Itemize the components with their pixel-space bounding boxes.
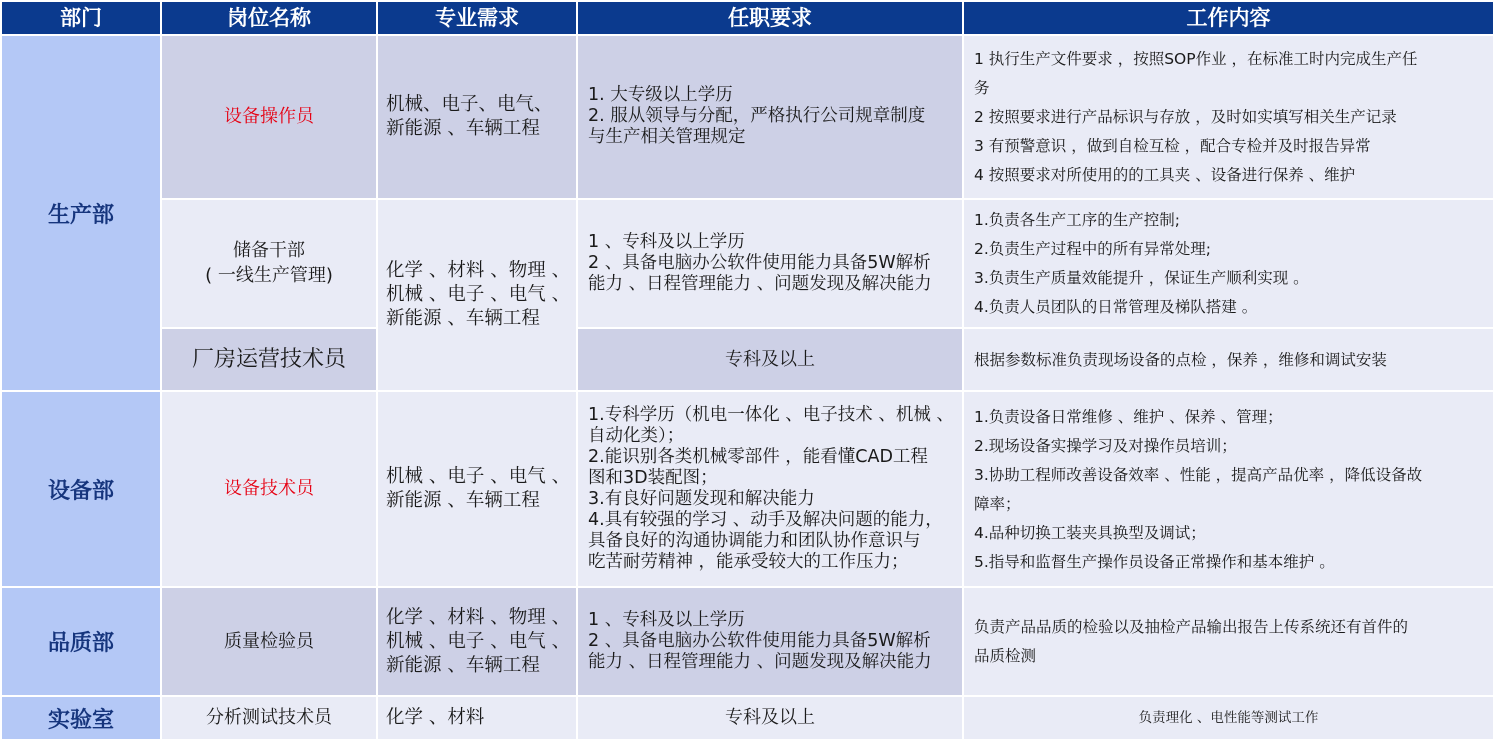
department-cell: 设备部 [2, 392, 160, 586]
major-line: 机械 、电子 、电气 、 [386, 283, 571, 305]
requirement-line: 与生产相关管理规定 [588, 127, 746, 148]
header-department: 部门 [2, 2, 160, 34]
requirement-line: 2 、具备电脑办公软件使用能力具备5W解析 [588, 631, 931, 652]
requirement-line: 1 、专科及以上学历 [588, 232, 745, 253]
work-line: 2.现场设备实操学习及对操作员培训； [974, 436, 1237, 455]
requirement-line: 自动化类）； [588, 426, 685, 447]
position-line: ( 一线生产管理) [205, 264, 333, 286]
requirement-line: 1. 大专级以上学历 [588, 85, 733, 106]
requirements-cell [578, 392, 962, 586]
requirement-line: 2. 服从领导与分配，严格执行公司规章制度 [588, 106, 926, 127]
requirement-line: 图和3D装配图； [588, 468, 718, 489]
major-cell [378, 392, 576, 586]
requirements-cell: 专科及以上 [578, 697, 962, 739]
requirement-line: 吃苦耐劳精神 ，能承受较大的工作压力； [588, 552, 909, 573]
header-requirements: 任职要求 [578, 2, 962, 34]
major-line: 化学 、材料 、物理 、 [386, 606, 571, 628]
header-row [2, 2, 1493, 34]
work-line: 1 执行生产文件要求 ，按照SOP作业 ，在标准工时内完成生产任 [974, 49, 1418, 68]
position-line: 储备干部 [233, 240, 305, 262]
requirement-line: 能力 、日程管理能力 、问题发现及解决能力 [588, 652, 932, 673]
requirement-line: 1 、专科及以上学历 [588, 610, 745, 631]
work-line: 3 有预警意识 ，做到自检互检 ，配合专检并及时报告异常 [974, 136, 1371, 155]
requirements-cell [578, 588, 962, 695]
work-line: 1.负责各生产工序的生产控制; [974, 211, 1181, 230]
major-line: 新能源 、车辆工程 [386, 307, 540, 329]
department-cell: 实验室 [2, 697, 160, 739]
position-cell: 厂房运营技术员 [162, 329, 376, 390]
requirement-line: 具备良好的沟通协调能力和团队协作意识与 [588, 531, 921, 552]
position-cell: 质量检验员 [162, 588, 376, 695]
requirement-line: 能力 、日程管理能力 、问题发现及解决能力 [588, 274, 932, 295]
position-cell [162, 200, 376, 327]
table-row [2, 697, 1493, 739]
table-row [2, 200, 1493, 327]
header-position: 岗位名称 [162, 2, 376, 34]
work-line: 2.负责生产过程中的所有异常处理; [974, 240, 1212, 259]
work-line: 3.协助工程师改善设备效率 、性能 ，提高产品优率 ，降低设备故 [974, 465, 1423, 484]
major-line: 化学 、材料 [386, 707, 485, 729]
position-cell: 分析测试技术员 [162, 697, 376, 739]
major-cell [378, 36, 576, 198]
major-line: 机械 、电子 、电气 、 [386, 466, 571, 488]
major-cell [378, 200, 576, 390]
major-line: 新能源 、车辆工程 [386, 490, 540, 512]
major-line: 机械 、电子 、电气 、 [386, 630, 571, 652]
work-content-cell [964, 200, 1493, 327]
work-line: 5.指导和监督生产操作员设备正常操作和基本维护 。 [974, 552, 1335, 571]
department-cell: 生产部 [2, 36, 160, 390]
major-cell [378, 588, 576, 695]
work-line: 品质检测 [974, 647, 1037, 666]
table-row [2, 588, 1493, 695]
requirement-line: 2 、具备电脑办公软件使用能力具备5W解析 [588, 253, 931, 274]
major-line: 新能源 、车辆工程 [386, 654, 540, 676]
work-content-cell [964, 36, 1493, 198]
work-line: 3.负责生产质量效能提升 ，保证生产顺利实现 。 [974, 269, 1309, 288]
work-content-cell [964, 392, 1493, 586]
work-content-cell [964, 588, 1493, 695]
requirements-cell [578, 200, 962, 327]
work-line: 4.品种切换工装夹具换型及调试； [974, 523, 1206, 542]
major-line: 机械、电子、电气、 [386, 93, 553, 115]
requirement-line: 1.专科学历（机电一体化 、电子技术 、机械 、 [588, 405, 954, 426]
requirements-cell [578, 36, 962, 198]
requirement-line: 4.具有较强的学习 、动手及解决问题的能力， [588, 510, 943, 531]
header-major: 专业需求 [378, 2, 576, 34]
major-line: 化学 、材料 、物理 、 [386, 259, 571, 281]
requirement-line: 3.有良好问题发现和解决能力 [588, 489, 815, 510]
header-work-content: 工作内容 [964, 2, 1493, 34]
work-line: 4.负责人员团队的日常管理及梯队搭建 。 [974, 298, 1258, 317]
work-line: 4 按照要求对所使用的的工具夹 、设备进行保养 、维护 [974, 165, 1356, 184]
work-line: 障率； [974, 494, 1021, 513]
work-content-cell: 负责理化 、电性能等测试工作 [964, 697, 1493, 739]
table-row [2, 392, 1493, 586]
major-line: 新能源 、车辆工程 [386, 117, 540, 139]
work-line: 务 [974, 78, 990, 97]
requirements-cell: 专科及以上 [578, 329, 962, 390]
position-cell: 设备操作员 [162, 36, 376, 198]
table-row [2, 36, 1493, 198]
work-line: 1.负责设备日常维修 、维护 、保养 、管理； [974, 407, 1283, 426]
table-row [2, 329, 1493, 390]
work-content-cell: 根据参数标准负责现场设备的点检 ，保养 ，维修和调试安装 [964, 329, 1493, 390]
requirement-line: 2.能识别各类机械零部件 ，能看懂CAD工程 [588, 447, 928, 468]
major-cell [378, 697, 576, 739]
department-cell: 品质部 [2, 588, 160, 695]
position-cell: 设备技术员 [162, 392, 376, 586]
work-line: 2 按照要求进行产品标识与存放 ，及时如实填写相关生产记录 [974, 107, 1397, 126]
work-line: 负责产品品质的检验以及抽检产品输出报告上传系统还有首件的 [974, 618, 1409, 637]
